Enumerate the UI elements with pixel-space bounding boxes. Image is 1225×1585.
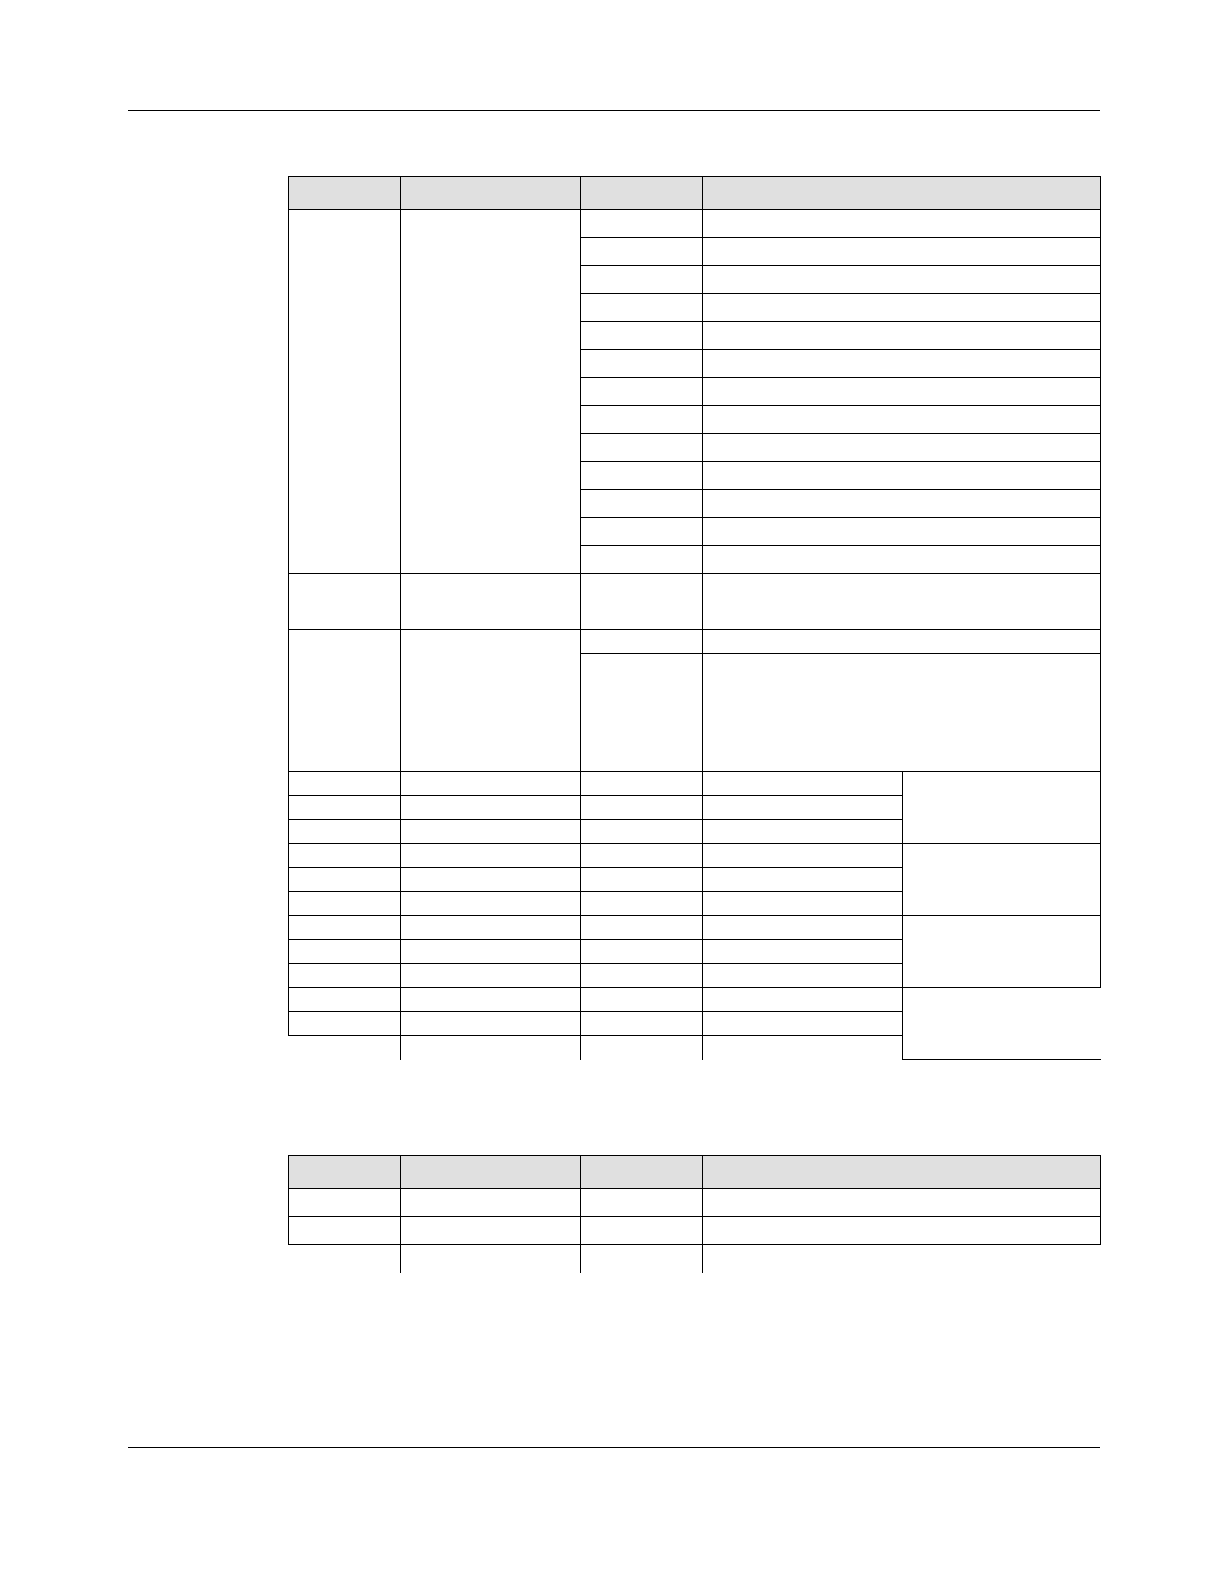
grid-cell-3: [703, 988, 903, 1012]
grid-cell-1: [401, 820, 581, 844]
row-code: [581, 434, 703, 462]
grid-cell-3: [703, 1036, 903, 1060]
grid-cell-1: [401, 868, 581, 892]
grid-cell-2: [581, 916, 703, 940]
sub-cell-1: [401, 1245, 581, 1273]
row-group-name-1: [401, 210, 581, 574]
grid-cell-2: [581, 772, 703, 796]
grid-cell-0: [289, 1012, 401, 1036]
table-row: [289, 844, 1101, 868]
row-code: [581, 574, 703, 630]
grid-cell-2: [581, 868, 703, 892]
grid-cell-0: [289, 796, 401, 820]
row-description: [703, 462, 1101, 490]
table-row: [289, 574, 1101, 630]
sub-table-body: [289, 1189, 1101, 1273]
grid-cell-3: [703, 868, 903, 892]
row-description: [703, 350, 1101, 378]
row-code: [581, 518, 703, 546]
row-description: [703, 266, 1101, 294]
main-table-body: [289, 210, 1101, 1060]
grid-cell-1: [401, 1012, 581, 1036]
grid-cell-1: [401, 1036, 581, 1060]
row-code: [581, 546, 703, 574]
row-code: [581, 654, 703, 772]
row-description: [703, 490, 1101, 518]
column-header-1: [401, 177, 581, 210]
grid-cell-3: [703, 796, 903, 820]
grid-cell-0: [289, 964, 401, 988]
row-description: [703, 294, 1101, 322]
grid-cell-3: [703, 892, 903, 916]
grid-cell-0: [289, 1036, 401, 1060]
main-specification-table: [288, 176, 1101, 1060]
row-code: [581, 294, 703, 322]
row-description: [703, 378, 1101, 406]
grid-cell-3: [703, 916, 903, 940]
grid-cell-2: [581, 988, 703, 1012]
grid-cell-3: [703, 1012, 903, 1036]
sub-cell-1: [401, 1217, 581, 1245]
column-header-2: [581, 177, 703, 210]
header-rule: [128, 110, 1100, 111]
row-description: [703, 630, 1101, 654]
table-row: [289, 916, 1101, 940]
row-group-label-2: [289, 574, 401, 630]
sub-cell-0: [289, 1245, 401, 1273]
grid-cell-0: [289, 892, 401, 916]
grid-cell-4: [903, 988, 1101, 1060]
grid-cell-0: [289, 988, 401, 1012]
row-code: [581, 630, 703, 654]
row-group-label-3: [289, 630, 401, 772]
row-description: [703, 654, 1101, 772]
sub-cell-1: [401, 1189, 581, 1217]
row-group-name-2: [401, 574, 581, 630]
table-row: [289, 1189, 1101, 1217]
grid-cell-4: [903, 844, 1101, 916]
table-row: [289, 210, 1101, 238]
grid-cell-3: [703, 820, 903, 844]
row-code: [581, 322, 703, 350]
grid-cell-3: [703, 844, 903, 868]
grid-cell-4: [903, 772, 1101, 844]
sub-cell-3: [703, 1217, 1101, 1245]
grid-cell-3: [703, 940, 903, 964]
grid-cell-1: [401, 892, 581, 916]
sub-cell-0: [289, 1189, 401, 1217]
sub-column-header-1: [401, 1156, 581, 1189]
row-description: [703, 406, 1101, 434]
grid-cell-2: [581, 1012, 703, 1036]
sub-column-header-3: [703, 1156, 1101, 1189]
table-row: [289, 1217, 1101, 1245]
grid-cell-2: [581, 940, 703, 964]
grid-cell-2: [581, 892, 703, 916]
sub-cell-2: [581, 1217, 703, 1245]
grid-cell-1: [401, 916, 581, 940]
grid-cell-1: [401, 796, 581, 820]
grid-cell-0: [289, 844, 401, 868]
grid-cell-0: [289, 916, 401, 940]
sub-cell-3: [703, 1189, 1101, 1217]
sub-cell-2: [581, 1245, 703, 1273]
grid-cell-0: [289, 868, 401, 892]
row-code: [581, 266, 703, 294]
table-row: [289, 1245, 1101, 1273]
grid-cell-1: [401, 988, 581, 1012]
grid-cell-0: [289, 820, 401, 844]
grid-cell-2: [581, 1036, 703, 1060]
row-description: [703, 546, 1101, 574]
grid-cell-3: [703, 772, 903, 796]
sub-column-header-0: [289, 1156, 401, 1189]
row-description: [703, 518, 1101, 546]
table-row: [289, 772, 1101, 796]
row-code: [581, 462, 703, 490]
grid-cell-2: [581, 820, 703, 844]
grid-cell-4: [903, 916, 1101, 988]
row-code: [581, 406, 703, 434]
row-description: [703, 238, 1101, 266]
table-row: [289, 988, 1101, 1012]
sub-table-header: [289, 1156, 1101, 1189]
footer-rule: [128, 1447, 1100, 1448]
grid-cell-2: [581, 964, 703, 988]
row-description: [703, 210, 1101, 238]
row-description: [703, 322, 1101, 350]
main-table-header: [289, 177, 1101, 210]
grid-cell-1: [401, 940, 581, 964]
grid-cell-1: [401, 844, 581, 868]
sub-column-header-2: [581, 1156, 703, 1189]
grid-cell-0: [289, 772, 401, 796]
row-code: [581, 238, 703, 266]
row-code: [581, 490, 703, 518]
grid-cell-1: [401, 964, 581, 988]
row-group-label-1: [289, 210, 401, 574]
row-code: [581, 378, 703, 406]
column-header-0: [289, 177, 401, 210]
grid-cell-1: [401, 772, 581, 796]
grid-cell-3: [703, 964, 903, 988]
grid-cell-2: [581, 844, 703, 868]
sub-cell-2: [581, 1189, 703, 1217]
grid-cell-2: [581, 796, 703, 820]
table-row: [289, 630, 1101, 654]
row-group-name-3: [401, 630, 581, 772]
secondary-specification-table: [288, 1155, 1101, 1273]
column-header-3: [703, 177, 1101, 210]
row-description: [703, 434, 1101, 462]
sub-cell-3: [703, 1245, 1101, 1273]
grid-cell-0: [289, 940, 401, 964]
row-description: [703, 574, 1101, 630]
sub-cell-0: [289, 1217, 401, 1245]
row-code: [581, 350, 703, 378]
row-code: [581, 210, 703, 238]
